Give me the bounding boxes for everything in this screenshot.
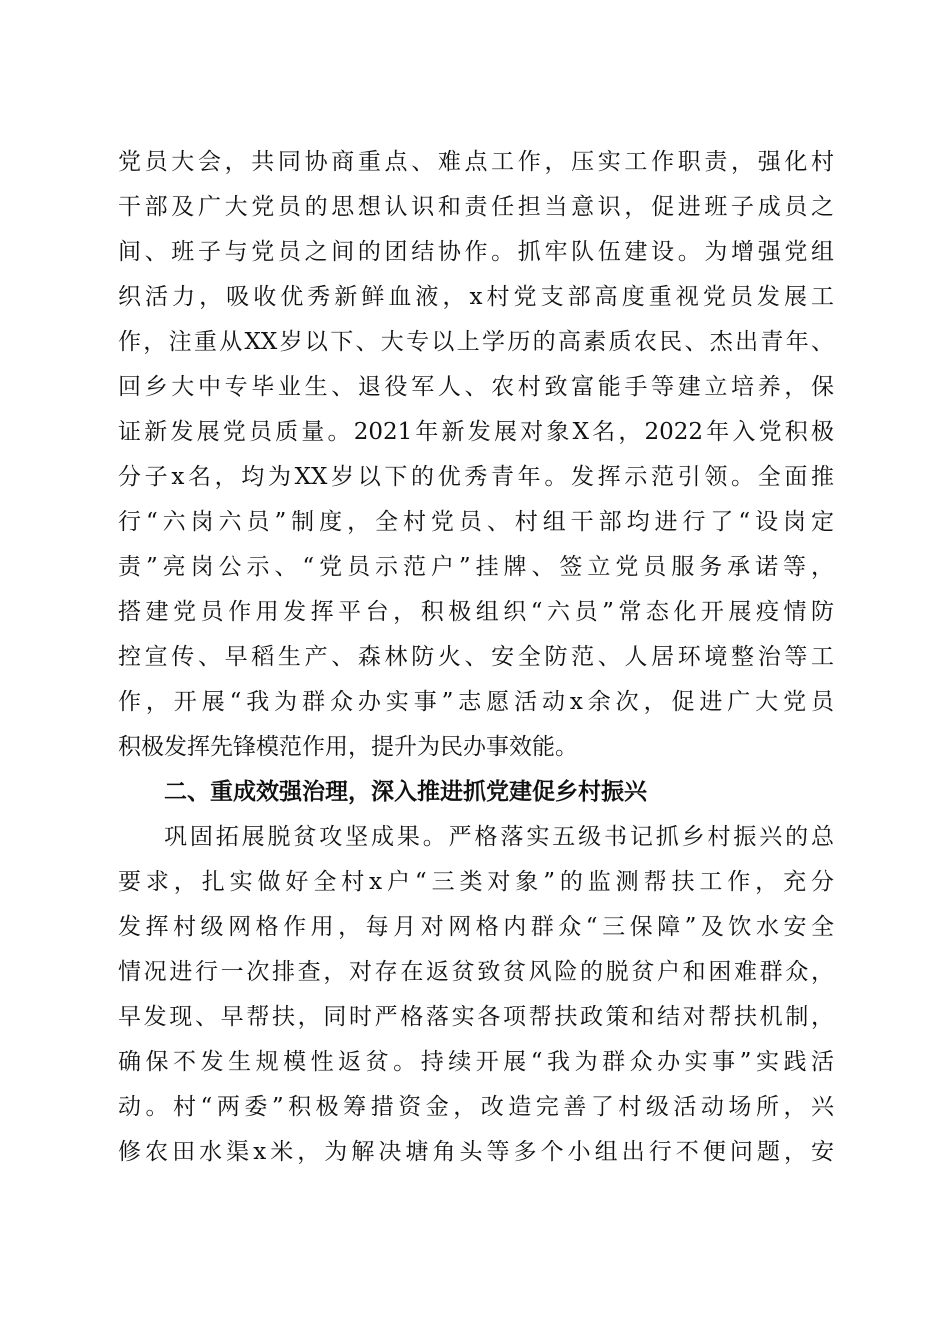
paragraph-line: 回乡大中专毕业生、退役军人、农村致富能手等建立培养，保 <box>118 374 834 400</box>
paragraph-line: 责”亮岗公示、“党员示范户”挂牌、签立党员服务承诺等， <box>118 554 834 580</box>
paragraph-line: 发挥村级网格作用，每月对网格内群众“三保障”及饮水安全 <box>118 914 834 940</box>
paragraph-line: 织活力，吸收优秀新鲜血液，x村党支部高度重视党员发展工 <box>118 284 834 310</box>
paragraph-line: 党员大会，共同协商重点、难点工作，压实工作职责，强化村 <box>118 149 834 175</box>
paragraph-line: 确保不发生规模性返贫。持续开展“我为群众办实事”实践活 <box>118 1049 834 1075</box>
section-heading: 二、重成效强治理，深入推进抓党建促乡村振兴 <box>164 779 647 805</box>
paragraph-line: 搭建党员作用发挥平台，积极组织“六员”常态化开展疫情防 <box>118 599 834 625</box>
paragraph-line: 作，注重从XX岁以下、大专以上学历的高素质农民、杰出青年、 <box>118 329 834 355</box>
paragraph-line: 干部及广大党员的思想认识和责任担当意识，促进班子成员之 <box>118 194 834 220</box>
paragraph-line: 巩固拓展脱贫攻坚成果。严格落实五级书记抓乡村振兴的总 <box>164 824 834 850</box>
paragraph-line: 分子x名，均为XX岁以下的优秀青年。发挥示范引领。全面推 <box>118 464 834 490</box>
paragraph-line: 情况进行一次排查，对存在返贫致贫风险的脱贫户和困难群众， <box>118 959 834 985</box>
paragraph-line: 作，开展“我为群众办实事”志愿活动x余次，促进广大党员 <box>118 689 834 715</box>
paragraph-line: 早发现、早帮扶，同时严格落实各项帮扶政策和结对帮扶机制， <box>118 1004 834 1030</box>
paragraph-line: 修农田水渠x米，为解决塘角头等多个小组出行不便问题，安 <box>118 1139 834 1165</box>
paragraph-line: 间、班子与党员之间的团结协作。抓牢队伍建设。为增强党组 <box>118 239 834 265</box>
paragraph-line: 积极发挥先锋模范作用，提升为民办事效能。 <box>118 734 578 760</box>
paragraph-line: 动。村“两委”积极筹措资金，改造完善了村级活动场所，兴 <box>118 1094 834 1120</box>
paragraph-line: 控宣传、早稻生产、森林防火、安全防范、人居环境整治等工 <box>118 644 834 670</box>
paragraph-line: 证新发展党员质量。2021年新发展对象X名，2022年入党积极 <box>118 419 834 445</box>
paragraph-line: 要求，扎实做好全村x户“三类对象”的监测帮扶工作，充分 <box>118 869 834 895</box>
paragraph-line: 行“六岗六员”制度，全村党员、村组干部均进行了“设岗定 <box>118 509 834 535</box>
